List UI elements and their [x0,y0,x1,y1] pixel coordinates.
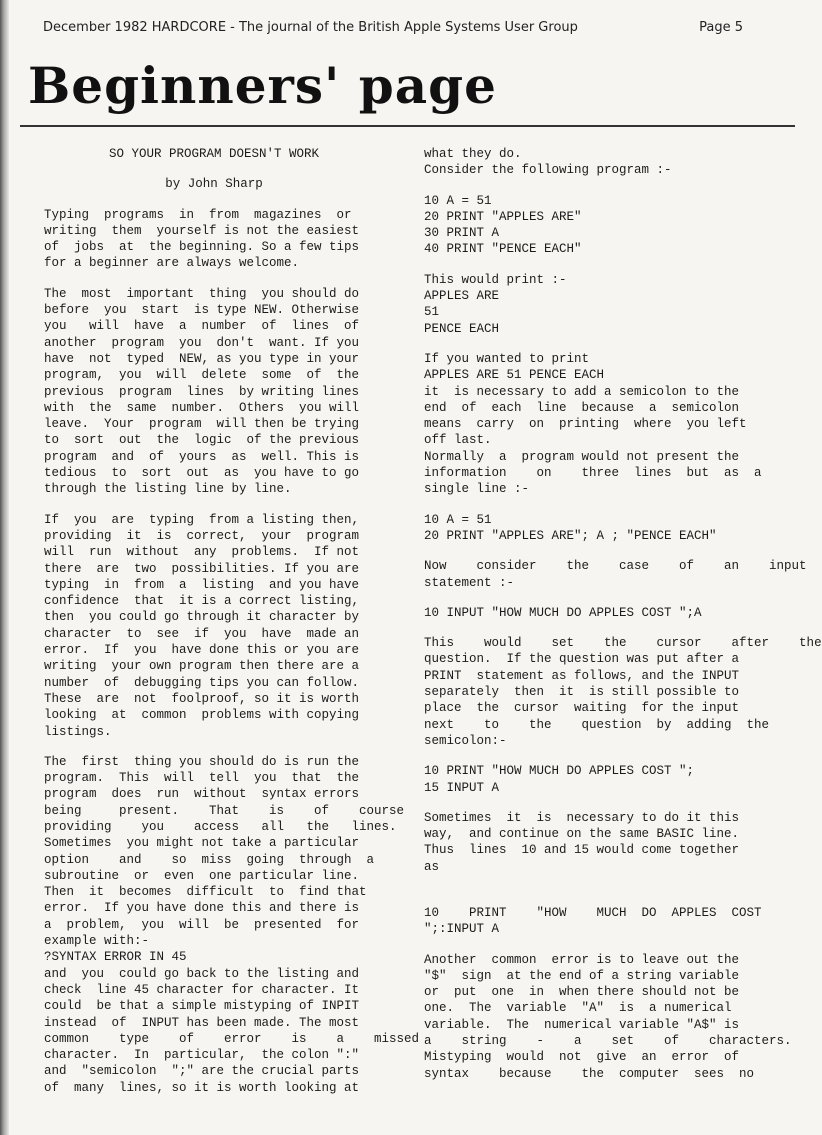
text-line: Consider the following program :- [424,163,672,178]
right-column-body [424,146,822,1082]
text-line: statement :- [424,575,515,590]
text-line: variable. The numerical variable "A$" is [424,1017,740,1032]
text-line: single line :- [424,482,530,497]
text-line: providing it is correct, your program [44,528,360,543]
text-line: Another common error is to leave out the [424,952,740,967]
text-line: APPLES ARE 51 PENCE EACH [424,368,605,383]
text-line: could be that a simple mistyping of INPIT [44,999,360,1014]
text-line: what they do. [424,147,522,161]
text-line: The first thing you should do is run the [44,754,360,769]
text-line: option and so miss going through a [44,852,375,867]
text-line: number of debugging tips you can follow. [44,675,360,690]
text-line: then you could go through it character by [44,610,360,625]
right-column [424,146,822,1082]
text-line: syntax because the computer sees no [424,1066,755,1081]
text-line: PENCE EACH [424,321,500,336]
text-line: will run without any problems. If not [44,545,360,560]
text-line: subroutine or even one particular line. [44,868,360,883]
text-line: off last. [424,433,492,448]
text-line: 10 A = 51 [424,193,492,208]
text-line: Typing programs in from magazines or [44,207,352,222]
text-line: listings. [44,724,112,739]
text-line: example with:- [44,934,150,949]
text-line: have not typed NEW, as you type in your [44,351,360,366]
text-line: question. If the question was put after a [424,652,740,667]
page-binding-edge [0,0,9,1135]
text-line: end of each line because a semicolon [424,400,740,415]
text-line: and you could go back to the listing and [44,966,360,981]
text-line: instead of INPUT has been made. The most [44,1015,360,1030]
text-line: These are not foolproof, so it is worth [44,691,360,706]
text-line: APPLES ARE [424,289,500,304]
text-line: error. If you have done this and there is [44,901,360,916]
text-line: to sort out the logic of the previous [44,433,360,448]
paragraph [424,351,768,498]
text-line: a string - a set of characters. [424,1034,792,1049]
text-line: there are two possibilities. If you are [44,561,360,576]
text-line: way, and continue on the same BASIC line. [424,827,740,842]
left-column-body [44,207,420,1096]
text-line: ";:INPUT A [424,922,500,937]
text-line: If you are typing from a listing then, [44,512,360,527]
paragraph [424,272,768,337]
text-line: program. This will tell you that the [44,771,360,786]
text-line: 20 PRINT "APPLES ARE" [424,209,582,224]
text-line: next to the question by adding the [424,717,770,732]
paragraph [44,754,420,1096]
text-line: means carry on printing where you left [424,417,747,432]
text-line: 10 PRINT "HOW MUCH DO APPLES COST "; [424,764,695,779]
text-line: Then it becomes difficult to find that [44,885,367,900]
text-line: 20 PRINT "APPLES ARE"; A ; "PENCE EACH" [424,528,717,543]
text-line: 10 PRINT "HOW MUCH DO APPLES COST [424,905,762,920]
text-line: character to see if you have made an [44,626,360,641]
paragraph [424,763,768,796]
text-line: Normally a program would not present the [424,449,740,464]
text-line: 15 INPUT A [424,780,500,795]
text-line: being present. That is of course [44,803,405,818]
text-line: looking at common problems with copying [44,708,360,723]
paragraph [424,952,792,1082]
paragraph [424,810,768,875]
text-line: as [424,859,440,874]
text-line: character. In particular, the colon ":" [44,1048,360,1063]
text-line: program and of yours as well. This is [44,449,360,464]
paragraph [44,207,384,272]
text-line: place the cursor waiting for the input [424,701,740,716]
paragraph [424,146,768,179]
text-line: through the listing line by line. [44,482,292,497]
text-line: program does run without syntax errors [44,787,360,802]
paragraph [424,193,768,258]
text-line: This would set the cursor after the [424,636,822,651]
text-line: 30 PRINT A [424,226,500,241]
text-line: Now consider the case of an input [424,559,807,574]
text-line: Sometimes it is necessary to do it this [424,810,740,825]
title-divider [20,125,795,127]
text-line: error. If you have done this or you are [44,643,360,658]
text-line: Sometimes you might not take a particular [44,836,360,851]
header-page-number: Page 5 [699,20,743,35]
text-line: "$" sign at the end of a string variable [424,968,740,983]
paragraph [424,512,768,545]
text-line: writing them yourself is not the easiest [44,223,360,238]
article-byline: by John Sharp [165,177,263,192]
text-line: it is necessary to add a semicolon to the [424,384,740,399]
paragraph [424,558,807,591]
text-line: tedious to sort out as you have to go [44,466,360,481]
text-line: a problem, you will be presented for [44,917,360,932]
text-line: one. The variable "A" is a numerical [424,1001,732,1016]
paragraph [424,605,768,621]
text-line: of jobs at the beginning. So a few tips [44,240,360,255]
text-line: If you wanted to print [424,351,590,366]
paragraph [44,512,384,740]
text-line: The most important thing you should do [44,286,360,301]
text-line: of many lines, so it is worth looking at [44,1080,360,1095]
text-line: 10 A = 51 [424,512,492,527]
article-title: SO YOUR PROGRAM DOESN'T WORK [108,147,320,161]
text-line: leave. Your program will then be trying [44,417,360,432]
text-line: you will have a number of lines of [44,319,360,334]
text-line: PRINT statement as follows, and the INPUT [424,668,740,683]
text-line: common type of error is a missed [44,1031,420,1046]
text-line: confidence that it is a correct listing, [44,594,360,609]
left-column [44,146,420,1096]
header-publication: December 1982 HARDCORE - The journal of the British Apple Systems User Group [43,20,578,35]
text-line: This would print :- [424,272,567,287]
text-line: and "semicolon ";" are the crucial parts [44,1064,360,1079]
text-line: before you start is type NEW. Otherwise [44,303,360,318]
text-line: check line 45 character for character. It [44,982,360,997]
text-line: information on three lines but as a [424,466,762,481]
text-line: with the same number. Others you will [44,400,360,415]
text-line: for a beginner are always welcome. [44,256,300,271]
text-line: Mistyping would not give an error of [424,1050,740,1065]
page-title: Beginners' page [28,56,497,115]
paragraph [44,286,384,498]
text-line: semicolon:- [424,733,507,748]
text-line: 51 [424,305,440,320]
text-line: or put one in when there should not be [424,985,740,1000]
text-line: previous program lines by writing lines [44,384,360,399]
text-line: 10 INPUT "HOW MUCH DO APPLES COST ";A [424,605,702,620]
text-line: separately then it is still possible to [424,685,740,700]
text-line: typing in from a listing and you have [44,577,360,592]
text-line: Thus lines 10 and 15 would come together [424,843,740,858]
paragraph [424,635,822,749]
page-header [43,20,743,40]
paragraph [424,905,768,938]
text-line: program, you will delete some of the [44,368,360,383]
text-line: 40 PRINT "PENCE EACH" [424,242,582,257]
text-line: providing you access all the lines. [44,819,397,834]
text-line: ?SYNTAX ERROR IN 45 [44,950,187,965]
text-line: writing your own program then there are a [44,659,360,674]
text-line: another program you don't want. If you [44,335,360,350]
